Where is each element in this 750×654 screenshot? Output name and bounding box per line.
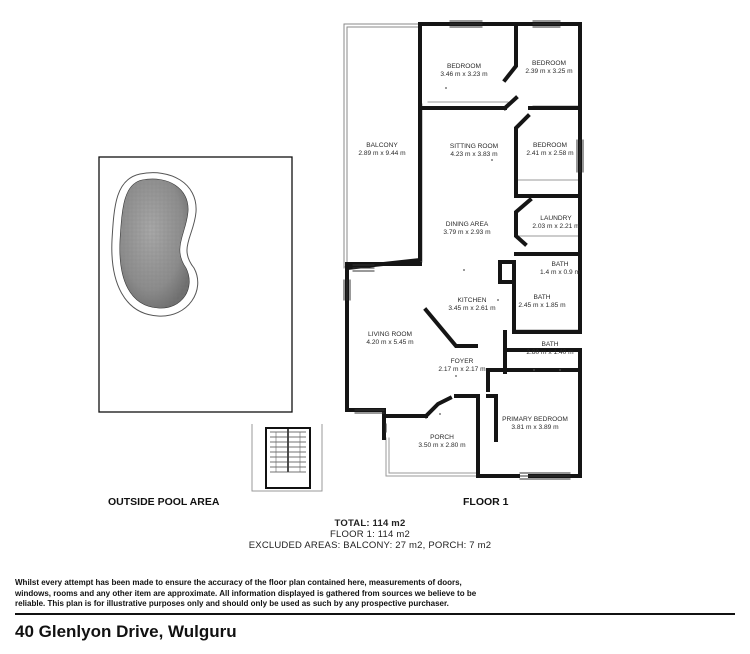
room-dimensions: 2.17 m x 2.17 m <box>438 366 486 373</box>
room-name: LIVING ROOM <box>368 331 412 338</box>
room-dimensions: 3.46 m x 3.23 m <box>440 71 488 78</box>
pool-area <box>99 157 292 412</box>
room-dimensions: 2.03 m x 2.21 m <box>532 223 580 230</box>
external-stairs <box>252 424 322 491</box>
floor-title: FLOOR 1 <box>463 496 509 508</box>
room-name: SITTING ROOM <box>449 143 499 150</box>
excluded-areas: EXCLUDED AREAS: BALCONY: 27 m2, PORCH: 7 m2 <box>248 540 492 551</box>
room-dimensions: 2.39 m x 3.25 m <box>525 68 573 75</box>
property-address: 40 Glenlyon Drive, Wulguru <box>15 622 237 641</box>
room-dimensions: 2.45 m x 1.85 m <box>518 302 566 309</box>
room-dimensions: 3.79 m x 2.93 m <box>443 229 491 236</box>
room-dimensions: 2.89 m x 9.44 m <box>358 150 406 157</box>
room-name: DINING AREA <box>445 221 489 228</box>
area-summary <box>200 518 540 551</box>
room-name: PORCH <box>430 434 454 441</box>
room-name: BATH <box>551 261 569 268</box>
room-name: PRIMARY BEDROOM <box>502 416 568 423</box>
room-name: BEDROOM <box>531 60 567 67</box>
room-name: BALCONY <box>366 142 398 149</box>
room-name: LAUNDRY <box>540 215 572 222</box>
room-dimensions: 3.50 m x 2.80 m <box>418 442 466 449</box>
room-name: KITCHEN <box>457 297 487 304</box>
room-dimensions: 3.45 m x 2.61 m <box>448 305 496 312</box>
divider <box>15 613 735 615</box>
floor-1-plan <box>344 21 583 479</box>
room-dimensions: 3.81 m x 3.89 m <box>511 424 559 431</box>
room-name: BATH <box>541 341 559 348</box>
floor-area: FLOOR 1: 114 m2 <box>330 529 410 540</box>
pool-area-title: OUTSIDE POOL AREA <box>108 496 220 508</box>
room-name: BATH <box>533 294 551 301</box>
total-area: TOTAL: 114 m2 <box>334 518 406 529</box>
room-name: BEDROOM <box>446 63 482 70</box>
room-dimensions: 2.41 m x 2.58 m <box>526 150 574 157</box>
room-dimensions: 4.20 m x 5.45 m <box>366 339 414 346</box>
room-name: BEDROOM <box>532 142 568 149</box>
room-dimensions: 2.80 m x 1.40 m <box>526 349 574 356</box>
room-dimensions: 1.4 m x 0.9 m <box>540 269 580 276</box>
disclaimer: Whilst every attempt has been made to ensure the accuracy of the floor plan contained here, measurements of doors, windows, rooms and any other item are approximate. All information displayed is gathered from sources we believe to be reliable. This plan is for illustrative purposes only and should only be used as such by any prospective purchaser. <box>15 578 477 608</box>
room-name: FOYER <box>450 358 474 365</box>
room-dimensions: 4.23 m x 3.83 m <box>450 151 498 158</box>
